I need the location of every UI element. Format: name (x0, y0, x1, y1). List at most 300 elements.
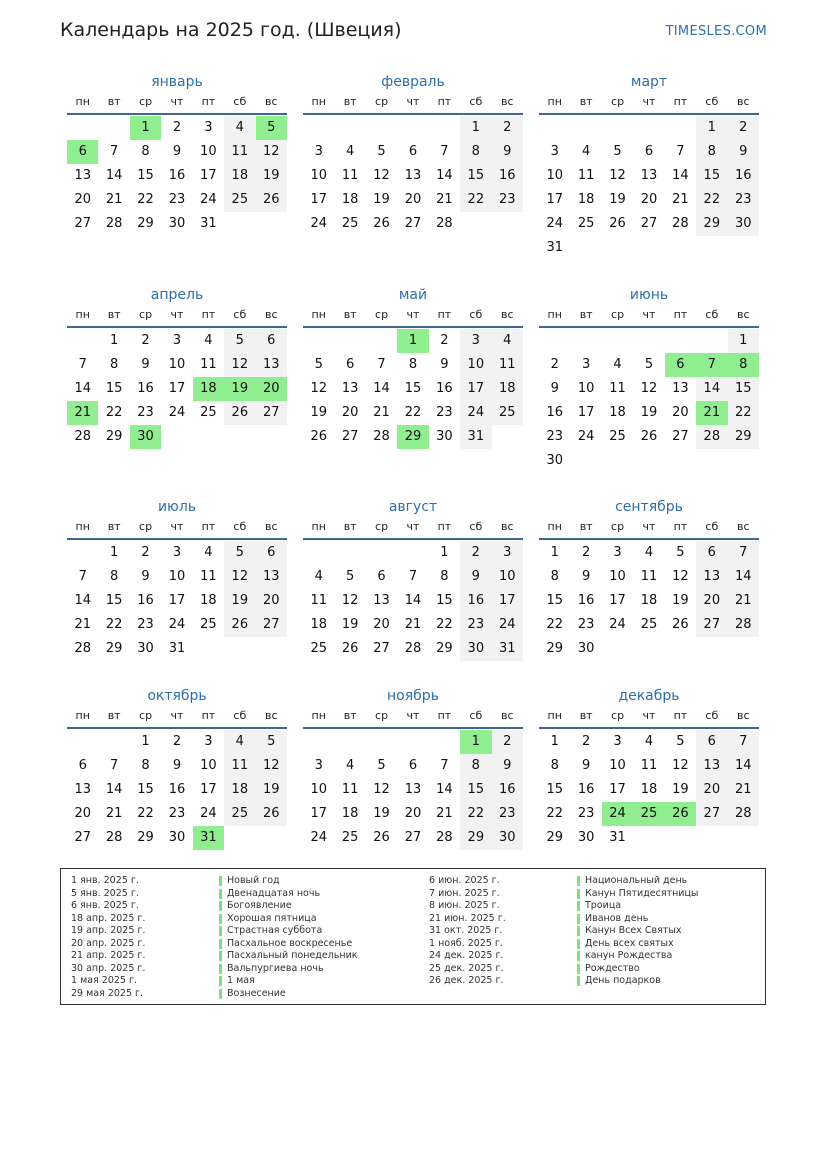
day-cell: 8 (460, 754, 491, 778)
holiday-day-cell: 25 (633, 802, 664, 826)
day-cell: 26 (256, 188, 287, 212)
legend-holiday-name: Богоявление (227, 900, 292, 911)
day-cell: 23 (546, 429, 563, 444)
day-cell: 6 (696, 541, 727, 565)
day-cell: 12 (256, 754, 287, 778)
month-name: сентябрь (615, 499, 683, 515)
day-cell: 12 (672, 569, 689, 584)
month-name: август (388, 499, 438, 515)
weekday-label: пн (75, 520, 90, 533)
legend-item (71, 900, 358, 913)
day-cell: 23 (460, 613, 491, 637)
day-cell: 21 (436, 806, 453, 821)
days-grid (303, 329, 523, 449)
weekday-label: ср (139, 95, 153, 108)
day-cell: 7 (408, 569, 418, 584)
legend-item (429, 925, 698, 938)
weekday-label: вт (107, 308, 121, 321)
day-cell: 29 (137, 830, 154, 845)
month-name: октябрь (147, 688, 207, 704)
day-cell: 25 (640, 617, 658, 632)
weekday-label: пн (311, 95, 326, 108)
day-cell: 4 (644, 734, 654, 749)
day-cell: 31 (609, 830, 626, 845)
weekday-label: пт (201, 520, 216, 533)
legend-date: 21 апр. 2025 г. (71, 950, 146, 961)
empty-cell (429, 730, 460, 754)
day-cell: 7 (728, 730, 759, 754)
day-cell: 6 (408, 144, 418, 159)
day-cell: 10 (168, 357, 186, 372)
day-cell: 29 (436, 641, 453, 656)
weekday-label: сб (233, 520, 247, 533)
month-name: декабрь (618, 688, 680, 704)
day-cell: 10 (546, 168, 563, 183)
day-cell: 29 (546, 830, 563, 845)
day-cell: 30 (137, 641, 154, 656)
day-cell: 14 (105, 168, 123, 183)
day-cell: 12 (373, 168, 390, 183)
day-cell: 14 (105, 782, 123, 797)
day-cell: 13 (672, 381, 689, 396)
legend-item (429, 938, 698, 951)
day-cell: 29 (728, 425, 759, 449)
legend-holiday-name: Пасхальное воскресенье (227, 937, 353, 949)
day-cell: 23 (436, 405, 453, 420)
weekday-label: ср (375, 520, 389, 533)
day-cell: 5 (377, 144, 386, 159)
day-cell: 20 (696, 589, 727, 613)
weekday-label: сб (705, 95, 719, 108)
day-cell: 11 (224, 140, 255, 164)
day-cell: 17 (310, 192, 327, 207)
weekday-label: вс (500, 709, 514, 722)
weekday-label: вс (736, 520, 750, 533)
day-cell: 8 (696, 140, 727, 164)
legend-date: 8 июн. 2025 г. (429, 900, 500, 911)
day-cell: 26 (373, 830, 390, 845)
day-cell: 18 (224, 164, 255, 188)
day-cell: 24 (200, 192, 217, 207)
weekday-header (303, 306, 523, 328)
day-cell: 9 (581, 569, 591, 584)
day-cell: 30 (728, 212, 759, 236)
legend-holiday-name: День подарков (585, 975, 661, 986)
day-cell: 27 (74, 216, 91, 231)
holiday-day-cell: 8 (728, 353, 759, 377)
day-cell: 6 (256, 329, 287, 353)
day-cell: 23 (168, 192, 186, 207)
day-cell: 10 (577, 381, 595, 396)
days-grid (539, 541, 759, 661)
day-cell: 9 (440, 357, 449, 372)
day-cell: 13 (404, 168, 422, 183)
day-cell: 11 (640, 758, 658, 773)
month-6 (539, 284, 759, 473)
day-cell: 18 (640, 782, 658, 797)
weekday-label: пн (75, 308, 90, 321)
weekday-label: чт (642, 95, 656, 108)
weekday-header (539, 306, 759, 328)
day-cell: 10 (609, 569, 626, 584)
month-name: февраль (381, 74, 445, 90)
day-cell: 19 (373, 806, 390, 821)
day-cell: 20 (640, 192, 658, 207)
legend-color-marker (219, 964, 222, 974)
day-cell: 5 (345, 569, 355, 584)
day-cell: 21 (728, 778, 759, 802)
day-cell: 12 (310, 381, 327, 396)
day-cell: 28 (105, 830, 123, 845)
weekday-label: чт (170, 95, 184, 108)
day-cell: 20 (74, 192, 91, 207)
day-cell: 1 (109, 545, 119, 560)
day-cell: 17 (168, 381, 186, 396)
empty-cell (429, 116, 460, 140)
day-cell: 3 (172, 333, 182, 348)
day-cell: 3 (492, 541, 523, 565)
legend-holiday-name: Канун Всех Святых (585, 925, 682, 936)
weekday-label: чт (406, 95, 420, 108)
month-1 (67, 71, 287, 236)
holiday-legend (60, 868, 766, 1005)
weekday-header (303, 93, 523, 115)
holiday-day-cell: 6 (665, 353, 696, 377)
holiday-day-cell: 24 (602, 802, 633, 826)
day-cell: 20 (256, 589, 287, 613)
day-cell: 12 (256, 140, 287, 164)
day-cell: 17 (200, 168, 217, 183)
day-cell: 19 (224, 589, 255, 613)
day-cell: 8 (141, 758, 150, 773)
day-cell: 27 (74, 830, 91, 845)
day-cell: 30 (577, 830, 595, 845)
empty-cell (366, 730, 397, 754)
legend-holiday-name: Хорошая пятница (227, 912, 317, 924)
day-cell: 15 (436, 593, 453, 608)
month-9 (539, 496, 759, 661)
day-cell: 14 (436, 782, 453, 797)
weekday-label: вт (579, 308, 593, 321)
day-cell: 20 (404, 192, 422, 207)
day-cell: 26 (224, 613, 255, 637)
day-cell: 30 (492, 826, 523, 850)
day-cell: 23 (168, 806, 186, 821)
day-cell: 10 (460, 353, 491, 377)
empty-cell (570, 116, 601, 140)
day-cell: 19 (672, 593, 689, 608)
day-cell: 7 (78, 357, 87, 372)
day-cell: 23 (492, 188, 523, 212)
month-name: май (398, 287, 428, 303)
day-cell: 29 (460, 826, 491, 850)
legend-color-marker (219, 976, 222, 986)
weekday-label: пт (437, 520, 452, 533)
day-cell: 2 (460, 541, 491, 565)
day-cell: 4 (492, 329, 523, 353)
day-cell: 9 (581, 758, 591, 773)
weekday-label: ср (611, 709, 625, 722)
day-cell: 8 (109, 569, 119, 584)
day-cell: 6 (78, 758, 87, 773)
weekday-label: вс (500, 520, 514, 533)
day-cell: 11 (640, 569, 658, 584)
legend-item (71, 988, 358, 1001)
weekday-label: вт (343, 95, 357, 108)
day-cell: 15 (137, 782, 154, 797)
day-cell: 1 (440, 545, 449, 560)
weekday-label: ср (375, 95, 389, 108)
empty-cell (334, 116, 365, 140)
month-11 (303, 685, 523, 850)
day-cell: 14 (436, 168, 453, 183)
empty-cell (570, 329, 601, 353)
holiday-day-cell: 30 (130, 425, 161, 449)
days-grid (539, 730, 759, 850)
day-cell: 14 (672, 168, 689, 183)
day-cell: 13 (404, 782, 422, 797)
day-cell: 2 (141, 545, 150, 560)
day-cell: 27 (672, 429, 689, 444)
day-cell: 3 (581, 357, 591, 372)
day-cell: 10 (200, 758, 217, 773)
legend-color-marker (577, 889, 580, 899)
day-cell: 21 (105, 806, 123, 821)
day-cell: 24 (310, 830, 327, 845)
day-cell: 4 (581, 144, 591, 159)
day-cell: 6 (377, 569, 386, 584)
legend-holiday-name: Национальный день (585, 875, 688, 886)
weekday-label: ср (611, 308, 625, 321)
month-name: март (630, 74, 668, 90)
day-cell: 31 (492, 637, 523, 661)
weekday-label: пт (201, 308, 216, 321)
day-cell: 28 (672, 216, 689, 231)
day-cell: 29 (105, 429, 123, 444)
day-cell: 6 (408, 758, 418, 773)
day-cell: 30 (168, 216, 186, 231)
days-grid (67, 730, 287, 850)
day-cell: 25 (341, 216, 359, 231)
day-cell: 1 (728, 329, 759, 353)
day-cell: 28 (74, 429, 91, 444)
legend-date: 7 июн. 2025 г. (429, 887, 500, 899)
holiday-day-cell: 21 (696, 401, 727, 425)
day-cell: 19 (672, 782, 689, 797)
day-cell: 17 (609, 782, 626, 797)
holiday-day-cell: 19 (224, 377, 255, 401)
day-cell: 7 (109, 758, 119, 773)
day-cell: 9 (141, 569, 150, 584)
weekday-label: вт (343, 709, 357, 722)
day-cell: 13 (696, 565, 727, 589)
legend-color-marker (219, 914, 222, 924)
legend-item (71, 875, 358, 888)
weekday-label: ср (611, 95, 625, 108)
day-cell: 2 (581, 734, 591, 749)
day-cell: 11 (341, 782, 359, 797)
day-cell: 27 (696, 802, 727, 826)
day-cell: 26 (640, 429, 658, 444)
day-cell: 14 (74, 593, 91, 608)
legend-color-marker (577, 901, 580, 911)
day-cell: 24 (460, 401, 491, 425)
day-cell: 16 (137, 593, 154, 608)
day-cell: 24 (310, 216, 327, 231)
empty-cell (602, 116, 633, 140)
day-cell: 17 (168, 593, 186, 608)
month-3 (539, 71, 759, 260)
weekday-label: чт (642, 308, 656, 321)
day-cell: 16 (577, 593, 595, 608)
weekday-label: вт (343, 308, 357, 321)
legend-item (71, 963, 358, 976)
day-cell: 23 (577, 617, 595, 632)
day-cell: 28 (696, 425, 727, 449)
page-title: Календарь на 2025 год. (Швеция) (60, 19, 402, 41)
weekday-label: сб (705, 308, 719, 321)
weekday-label: пт (673, 520, 688, 533)
month-name: ноябрь (387, 688, 439, 704)
empty-cell (397, 541, 428, 565)
weekday-header (539, 518, 759, 540)
day-cell: 18 (200, 593, 217, 608)
day-cell: 26 (672, 617, 689, 632)
day-cell: 17 (609, 593, 626, 608)
day-cell: 27 (640, 216, 658, 231)
holiday-day-cell: 26 (665, 802, 696, 826)
day-cell: 17 (460, 377, 491, 401)
legend-date: 19 апр. 2025 г. (71, 925, 146, 936)
holiday-day-cell: 29 (397, 425, 428, 449)
day-cell: 25 (224, 802, 255, 826)
day-cell: 24 (577, 429, 595, 444)
weekday-header (303, 518, 523, 540)
month-4 (67, 284, 287, 449)
day-cell: 7 (109, 144, 119, 159)
legend-date: 6 июн. 2025 г. (429, 875, 500, 886)
weekday-label: пн (311, 520, 326, 533)
day-cell: 5 (613, 144, 622, 159)
day-cell: 30 (436, 429, 453, 444)
legend-color-marker (577, 876, 580, 886)
weekday-label: ср (139, 308, 153, 321)
day-cell: 8 (109, 357, 119, 372)
month-5 (303, 284, 523, 449)
empty-cell (633, 329, 664, 353)
day-cell: 3 (613, 545, 622, 560)
legend-holiday-name: Вальпургиева ночь (227, 962, 324, 974)
days-grid (67, 541, 287, 661)
weekday-label: чт (170, 520, 184, 533)
weekday-label: пт (437, 709, 452, 722)
day-cell: 13 (373, 593, 390, 608)
day-cell: 19 (256, 778, 287, 802)
weekday-header (67, 518, 287, 540)
day-cell: 18 (224, 778, 255, 802)
day-cell: 11 (200, 569, 217, 584)
weekday-label: пн (75, 95, 90, 108)
site-link[interactable]: TIMESLES.COM (665, 24, 767, 39)
day-cell: 9 (492, 140, 523, 164)
weekday-label: ср (139, 709, 153, 722)
day-cell: 11 (492, 353, 523, 377)
day-cell: 25 (577, 216, 595, 231)
day-cell: 15 (404, 381, 422, 396)
day-cell: 16 (728, 164, 759, 188)
day-cell: 27 (404, 830, 422, 845)
day-cell: 29 (105, 641, 123, 656)
month-2 (303, 71, 523, 236)
day-cell: 22 (137, 192, 154, 207)
day-cell: 30 (460, 637, 491, 661)
weekday-label: сб (233, 95, 247, 108)
day-cell: 3 (204, 734, 213, 749)
day-cell: 1 (109, 333, 119, 348)
day-cell: 27 (404, 216, 422, 231)
weekday-label: сб (469, 95, 483, 108)
legend-item (71, 975, 358, 988)
day-cell: 12 (373, 782, 390, 797)
day-cell: 5 (676, 734, 685, 749)
day-cell: 4 (224, 730, 255, 754)
day-cell: 13 (640, 168, 658, 183)
day-cell: 18 (341, 192, 359, 207)
day-cell: 17 (577, 405, 595, 420)
day-cell: 20 (672, 405, 689, 420)
day-cell: 3 (314, 144, 323, 159)
holiday-day-cell: 5 (256, 116, 287, 140)
empty-cell (696, 329, 727, 353)
weekday-header (67, 306, 287, 328)
day-cell: 22 (436, 617, 453, 632)
weekday-label: вт (579, 520, 593, 533)
day-cell: 29 (696, 212, 727, 236)
month-8 (303, 496, 523, 661)
day-cell: 3 (314, 758, 323, 773)
day-cell: 14 (696, 377, 727, 401)
day-cell: 28 (728, 802, 759, 826)
legend-date: 26 дек. 2025 г. (429, 975, 504, 986)
empty-cell (334, 541, 365, 565)
legend-color-marker (577, 914, 580, 924)
day-cell: 5 (377, 758, 386, 773)
legend-holiday-name: канун Рождества (585, 950, 673, 961)
weekday-label: пт (437, 308, 452, 321)
day-cell: 12 (224, 565, 255, 589)
day-cell: 21 (436, 192, 453, 207)
day-cell: 26 (310, 429, 327, 444)
day-cell: 21 (105, 192, 123, 207)
day-cell: 28 (728, 613, 759, 637)
legend-item (429, 963, 698, 976)
day-cell: 16 (492, 778, 523, 802)
day-cell: 2 (141, 333, 150, 348)
day-cell: 7 (440, 144, 449, 159)
day-cell: 2 (550, 357, 559, 372)
weekday-label: пт (673, 709, 688, 722)
weekday-label: пт (437, 95, 452, 108)
legend-date: 1 мая 2025 г. (71, 975, 137, 986)
weekday-label: пн (75, 709, 90, 722)
empty-cell (334, 329, 365, 353)
day-cell: 6 (256, 541, 287, 565)
day-cell: 23 (577, 806, 595, 821)
day-cell: 26 (256, 802, 287, 826)
day-cell: 21 (728, 589, 759, 613)
days-grid (67, 116, 287, 236)
day-cell: 14 (728, 565, 759, 589)
